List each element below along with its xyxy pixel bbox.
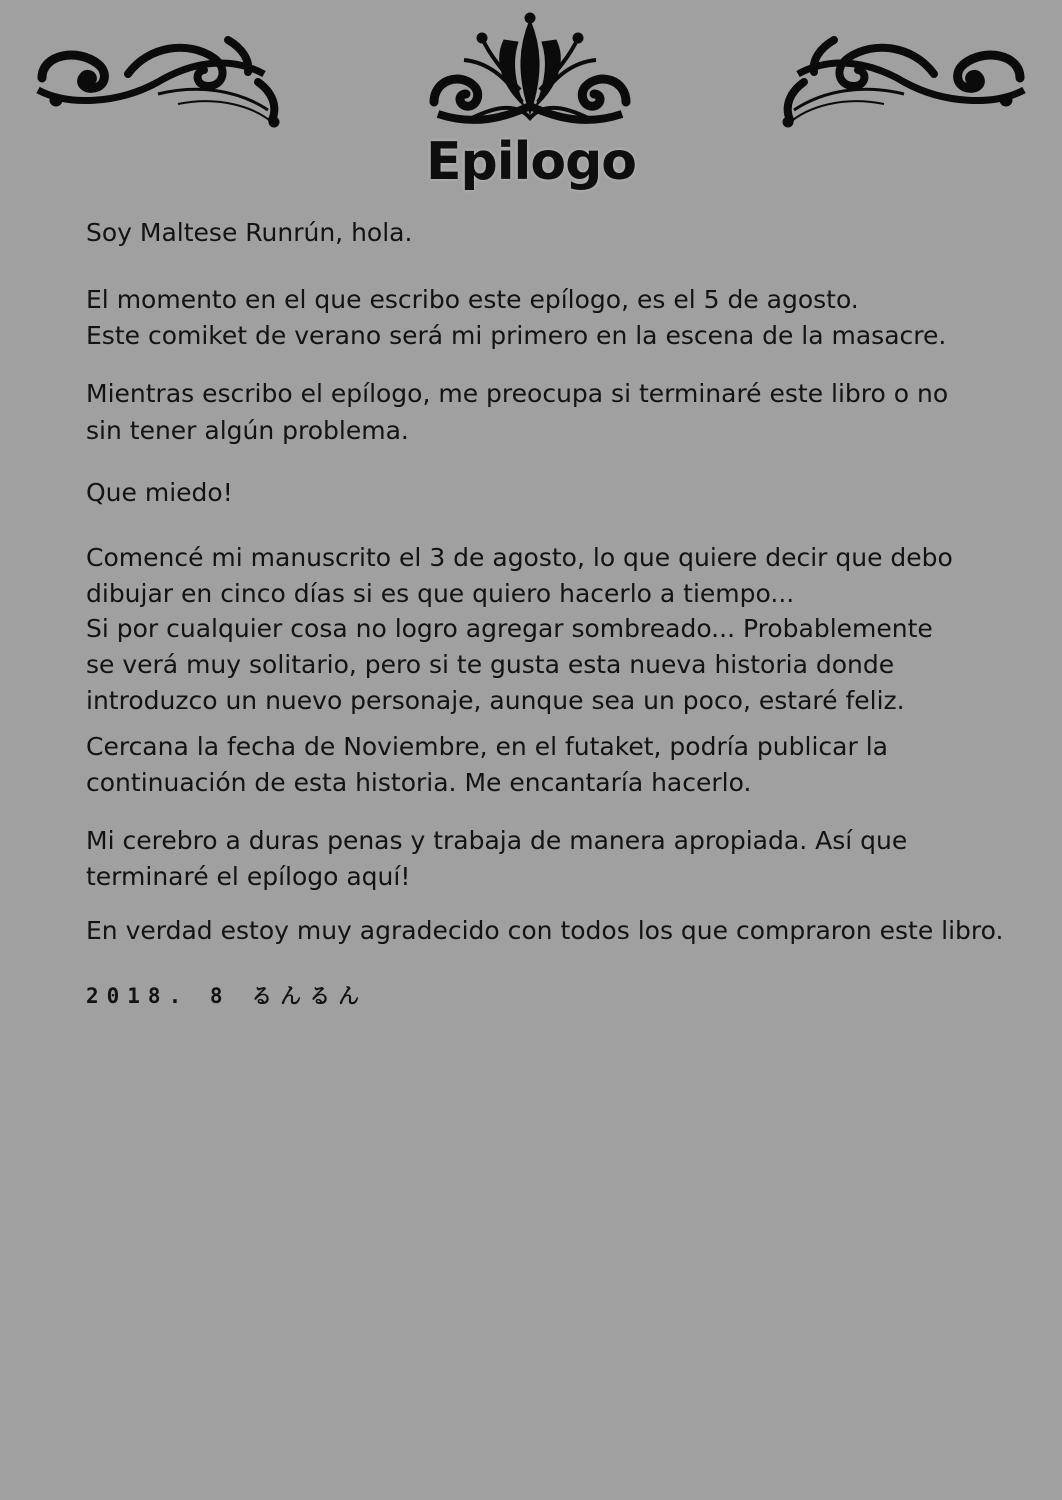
text-line: Mientras escribo el epílogo, me preocupa si terminaré este libro o no: [86, 379, 949, 408]
text-line: dibujar en cinco días si es que quiero hacerlo a tiempo...: [86, 579, 795, 608]
signature: 2018. 8 るんるん: [86, 984, 368, 1008]
text-line: El momento en el que escribo este epílogo, es el 5 de agosto.: [86, 285, 859, 314]
text-line: Este comiket de verano será mi primero en la escena de la masacre.: [86, 321, 947, 350]
text-line: Que miedo!: [86, 478, 233, 507]
text-line: introduzco un nuevo personaje, aunque sea un poco, estaré feliz.: [86, 686, 905, 715]
text-line: Comencé mi manuscrito el 3 de agosto, lo que quiere decir que debo: [86, 543, 953, 572]
page-title: Epilogo: [425, 132, 637, 192]
flourish-scroll-icon: [778, 34, 1034, 130]
text-line: Cercana la fecha de Noviembre, en el futaket, podría publicar la: [86, 732, 888, 761]
text-line: terminaré el epílogo aquí!: [86, 862, 411, 891]
text-line: En verdad estoy muy agradecido con todos los que compraron este libro.: [86, 916, 1004, 945]
text-line: se verá muy solitario, pero si te gusta esta nueva historia donde: [86, 650, 895, 679]
text-line: Si por cualquier cosa no logro agregar sombreado... Probablemente: [86, 614, 933, 643]
flourish-scroll-icon: [28, 34, 284, 130]
text-line: Soy Maltese Runrún, hola.: [86, 218, 413, 247]
text-line: sin tener algún problema.: [86, 416, 409, 445]
text-line: continuación de esta historia. Me encantaría hacerlo.: [86, 768, 752, 797]
fleur-crown-icon: [424, 10, 636, 132]
text-line: Mi cerebro a duras penas y trabaja de manera apropiada. Así que: [86, 826, 908, 855]
